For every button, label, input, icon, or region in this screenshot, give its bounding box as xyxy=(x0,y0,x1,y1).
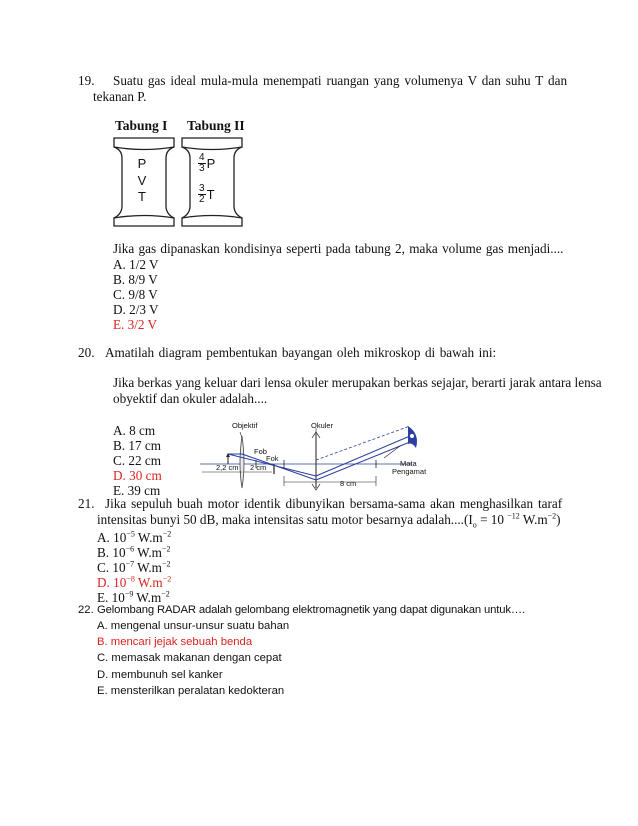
q19-question: Jika gas dipanaskan kondisinya seperti pada tabung 2, maka volume gas menjadi.... xyxy=(113,241,564,256)
q19-option-a[interactable]: A. 1/2 V xyxy=(113,257,159,272)
q21-option-d-correct[interactable]: D. $10^{-8}$ $W.m^{-2}$ xyxy=(97,574,172,590)
tube2-shape xyxy=(182,138,242,226)
tube2-p-fraction: $\frac{4}{3}$ xyxy=(199,152,205,174)
q19-option-d[interactable]: D. 2/3 V xyxy=(113,302,159,317)
q20-option-a[interactable]: A. 8 cm xyxy=(113,423,156,438)
q22-text: Gelombang RADAR adalah gelombang elektromagnetik yang dapat digunakan untuk…. xyxy=(97,604,526,616)
q20-para-line1: Jika berkas yang keluar dari lensa okuler merupakan berkas sejajar, berarti jarak antara lensa xyxy=(113,375,602,390)
q22-option-e[interactable]: E. mensterilkan peralatan kedokteran xyxy=(97,684,285,697)
q21-option-a[interactable]: A. $10^{-5}$ $W.m^{-2}$ xyxy=(97,529,172,545)
q22-options xyxy=(97,618,289,699)
label-dist-2cm: 2 cm xyxy=(250,463,267,472)
q20-para-line2: obyektif dan okuler adalah.... xyxy=(113,391,268,406)
q20-option-c[interactable]: C. 22 cm xyxy=(113,453,161,468)
label-objektif: Objektif xyxy=(232,421,258,430)
tube2-temperature: $\frac{3}{2}$ T xyxy=(199,183,215,205)
q19-option-e-correct[interactable]: E. 3/2 V xyxy=(113,317,158,332)
label-fob: Fob xyxy=(254,447,267,456)
q19-option-b[interactable]: B. 8/9 V xyxy=(113,272,158,287)
label-okuler: Okuler xyxy=(311,421,334,430)
q19-text-line2: tekanan P. xyxy=(93,89,147,104)
q21-option-c[interactable]: C. $10^{-7}$ $W.m^{-2}$ xyxy=(97,559,171,575)
label-pengamat: Pengamat xyxy=(392,467,427,476)
q20-option-d-correct[interactable]: D. 30 cm xyxy=(113,468,162,483)
q19-text-line1: Suatu gas ideal mula-mula menempati ruangan yang volumenya V dan suhu T dan xyxy=(113,73,568,88)
q20-number: 20. xyxy=(78,345,95,360)
objective-lens xyxy=(240,436,244,488)
gas-tubes-diagram xyxy=(110,134,250,230)
tube2-t-fraction: $\frac{3}{2}$ xyxy=(199,183,205,205)
q20-options xyxy=(113,423,162,498)
q21-number: 21. xyxy=(78,496,95,511)
q21-line1: Jika sepuluh buah motor identik dibunyikan bersama-sama akan menghasilkan taraf xyxy=(105,496,563,511)
q22-option-d[interactable]: D. membunuh sel kanker xyxy=(97,668,223,681)
q21-option-b[interactable]: B. $10^{-6}$ $W.m^{-2}$ xyxy=(97,544,171,560)
ray-out-3 xyxy=(316,426,410,460)
q22-option-b-correct[interactable]: B. mencari jejak sebuah benda xyxy=(97,636,253,649)
q20-option-e[interactable]: E. 39 cm xyxy=(113,483,161,498)
label-mata: Mata xyxy=(400,459,417,468)
q20-option-b[interactable]: B. 17 cm xyxy=(113,438,161,453)
tube2-label: Tabung II xyxy=(187,118,245,133)
q22-number: 22. xyxy=(78,604,94,616)
q19-number: 19. xyxy=(78,73,95,88)
tube1-contents xyxy=(136,156,148,206)
q22-option-a[interactable]: A. mengenal unsur-unsur suatu bahan xyxy=(97,620,290,632)
label-fok: Fok xyxy=(266,454,279,463)
label-dist-2-2cm: 2,2 cm xyxy=(216,463,239,472)
q21-option-e[interactable]: E. $10^{-9}$ $W.m^{-2}$ xyxy=(97,589,170,605)
q22-option-c[interactable]: C. memasak makanan dengan cepat xyxy=(97,652,282,665)
q21-line2: intensitas bunyi 50 dB, maka intensitas satu motor besarnya $adalah....(I_o = 10$ $^{-12}$ $W.m^{-2}$) xyxy=(97,511,561,530)
q21-options xyxy=(97,530,171,605)
tube1-v: V xyxy=(137,172,147,188)
tube1-p: P xyxy=(137,156,147,171)
tube1-t: T xyxy=(138,189,146,204)
q19-option-c[interactable]: C. 9/8 V xyxy=(113,287,158,302)
tube2-pressure: $\frac{4}{3}$ P xyxy=(199,152,216,174)
q20-text: Amatilah diagram pembentukan bayangan oleh mikroskop di bawah ini: xyxy=(105,345,497,360)
tube1-label: Tabung I xyxy=(115,118,168,133)
q19-options xyxy=(113,257,159,332)
label-dist-8cm: 8 cm xyxy=(340,479,357,488)
